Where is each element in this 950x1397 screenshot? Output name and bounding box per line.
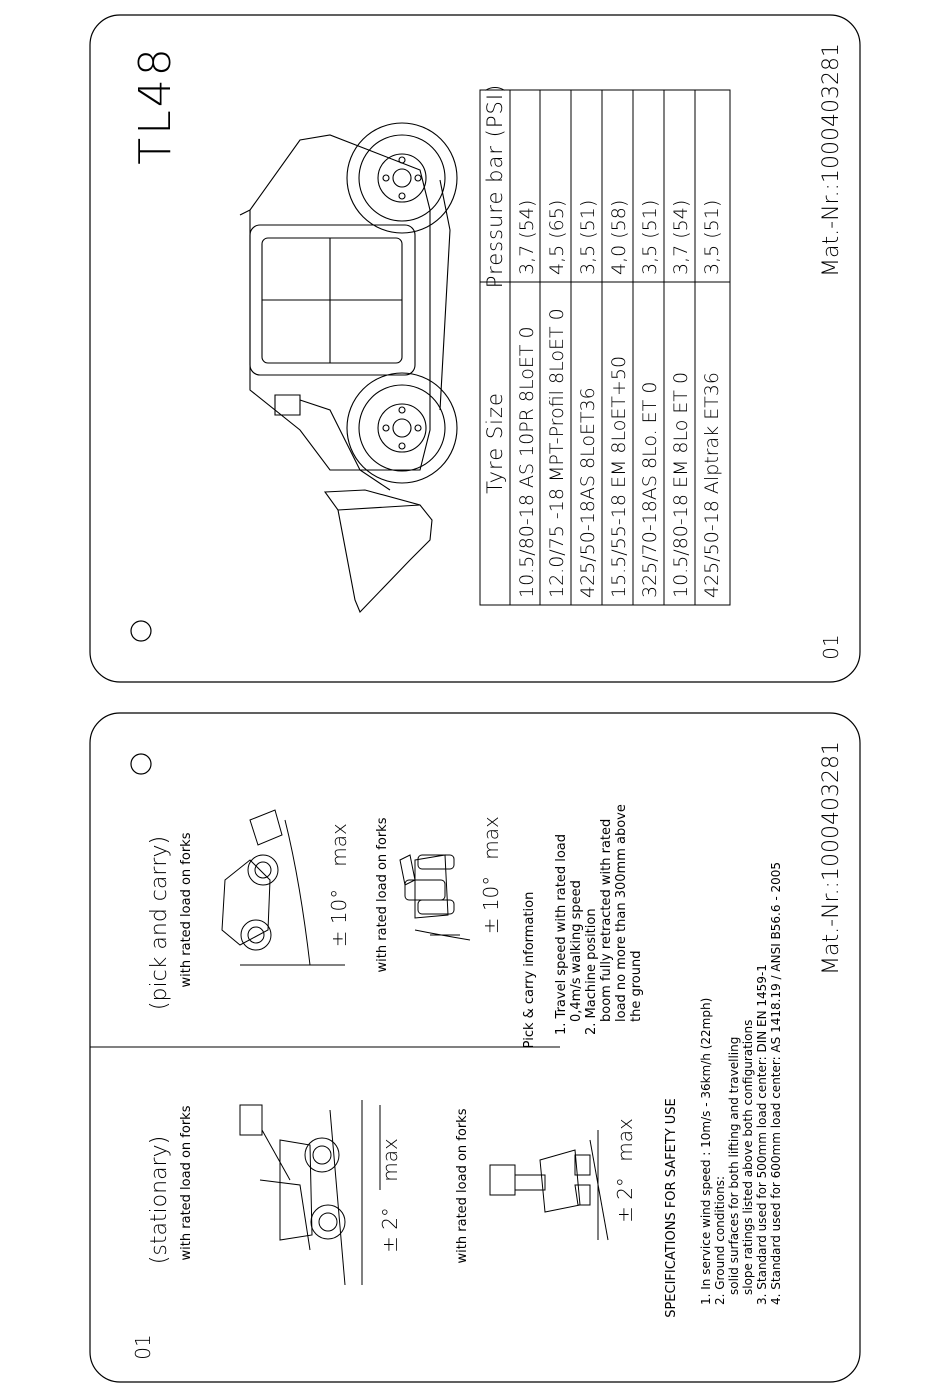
table-row-pressure: 3,5 (51) [639,199,661,275]
specifications-section [664,862,783,1318]
table-row-tyre: 15.5/55-18 EM 8LoET+50 [608,355,630,598]
table-row-pressure: 3,5 (51) [701,199,723,275]
stationary-max: max [378,1138,402,1182]
stationary-side-label: with rated load on forks [455,1108,470,1264]
table-row-pressure: 3,5 (51) [577,199,599,275]
pick-carry-max2: max [479,816,503,860]
table-row-pressure: 4,5 (65) [546,199,568,275]
specs-line: 3. Standard used for 500mm load center: DIN EN 1459-1 [755,964,769,1305]
punch-hole-bottom [131,754,151,774]
stationary-section [147,1100,637,1285]
mat-number-top: Mat.-Nr.:1000403281 [819,43,844,277]
pick-carry-rear-drawing [400,855,470,940]
specs-line: 4. Standard used for 600mm load center: AS 1418.19 / ANSI B56.6 - 2005 [769,861,783,1305]
model-title: TL48 [130,45,181,165]
table-row-tyre: 325/70-18AS 8Lo. ET 0 [639,381,661,598]
stationary-angle2: ± 2° [613,1177,637,1223]
table-header-pressure: Pressure bar (PSI) [483,83,507,289]
table-row-tyre: 10.5/80-18 AS 10PR 8LoET 0 [516,326,538,598]
stationary-rear-drawing [490,1130,608,1240]
machine-side-view-drawing [240,123,457,612]
pick-carry-side-label: with rated load on forks [375,817,390,973]
pick-carry-info-line: 0,4m/s walking speed [569,880,584,1022]
pick-carry-info-line: 2. Machine position [584,908,599,1035]
pick-carry-section [147,804,644,1048]
stationary-title: (stationary) [147,1135,172,1265]
safety-card [90,713,860,1382]
page-number-top: 01 [819,634,843,660]
pick-carry-info-line: boom fully retracted with rated [599,818,614,1022]
pick-carry-info-line: the ground [629,950,644,1022]
pick-carry-info-line: 1. Travel speed with rated load [554,833,569,1035]
pick-carry-angle2: ± 10° [479,875,503,935]
pick-carry-max: max [327,823,351,867]
tyre-card-outline [90,15,860,682]
table-header-tyre-size: Tyre Size [483,392,507,494]
specs-title: SPECIFICATIONS FOR SAFETY USE [664,1098,679,1318]
specs-line: 1. In service wind speed : 10m/s - 36km/h (22mph) [699,997,713,1305]
pick-carry-info-line: load no more than 300mm above [614,804,629,1022]
stationary-angle: ± 2° [378,1207,402,1253]
punch-hole-top [131,621,151,641]
table-row-tyre: 425/50-18AS 8LoET36 [577,387,599,598]
table-row-pressure: 3,7 (54) [516,199,538,275]
stationary-slope-drawing [240,1100,380,1285]
pick-carry-title: (pick and carry) [147,835,172,1011]
table-row-tyre: 12.0/75 -18 MPT-Profil 8LoET 0 [546,308,568,598]
front-wheel-drawing [347,373,457,483]
pick-carry-angle: ± 10° [327,888,351,948]
stationary-subtitle: with rated load on forks [179,1105,194,1261]
bucket-drawing [325,490,432,612]
specs-line: solid surfaces for both lifting and travelling [727,1036,741,1295]
tyre-pressure-table [480,84,730,605]
pick-carry-subtitle: with rated load on forks [179,832,194,988]
rear-wheel-drawing [347,123,457,233]
specs-line: 2. Ground conditions: [713,1176,727,1305]
table-row-tyre: 425/50-18 Alptrak ET36 [701,372,723,598]
specs-line: slope ratings listed above both configurations [741,1019,755,1295]
stationary-max2: max [613,1118,637,1162]
mat-number-bottom: Mat.-Nr.:1000403281 [819,741,844,975]
table-row-pressure: 3,7 (54) [670,199,692,275]
table-row-pressure: 4,0 (58) [608,199,630,275]
page-number-bottom: 01 [131,1334,155,1360]
tyre-card [90,15,860,682]
pick-carry-info-title: Pick & carry information [522,891,537,1049]
table-row-tyre: 10.5/80-18 EM 8Lo ET 0 [670,371,692,598]
